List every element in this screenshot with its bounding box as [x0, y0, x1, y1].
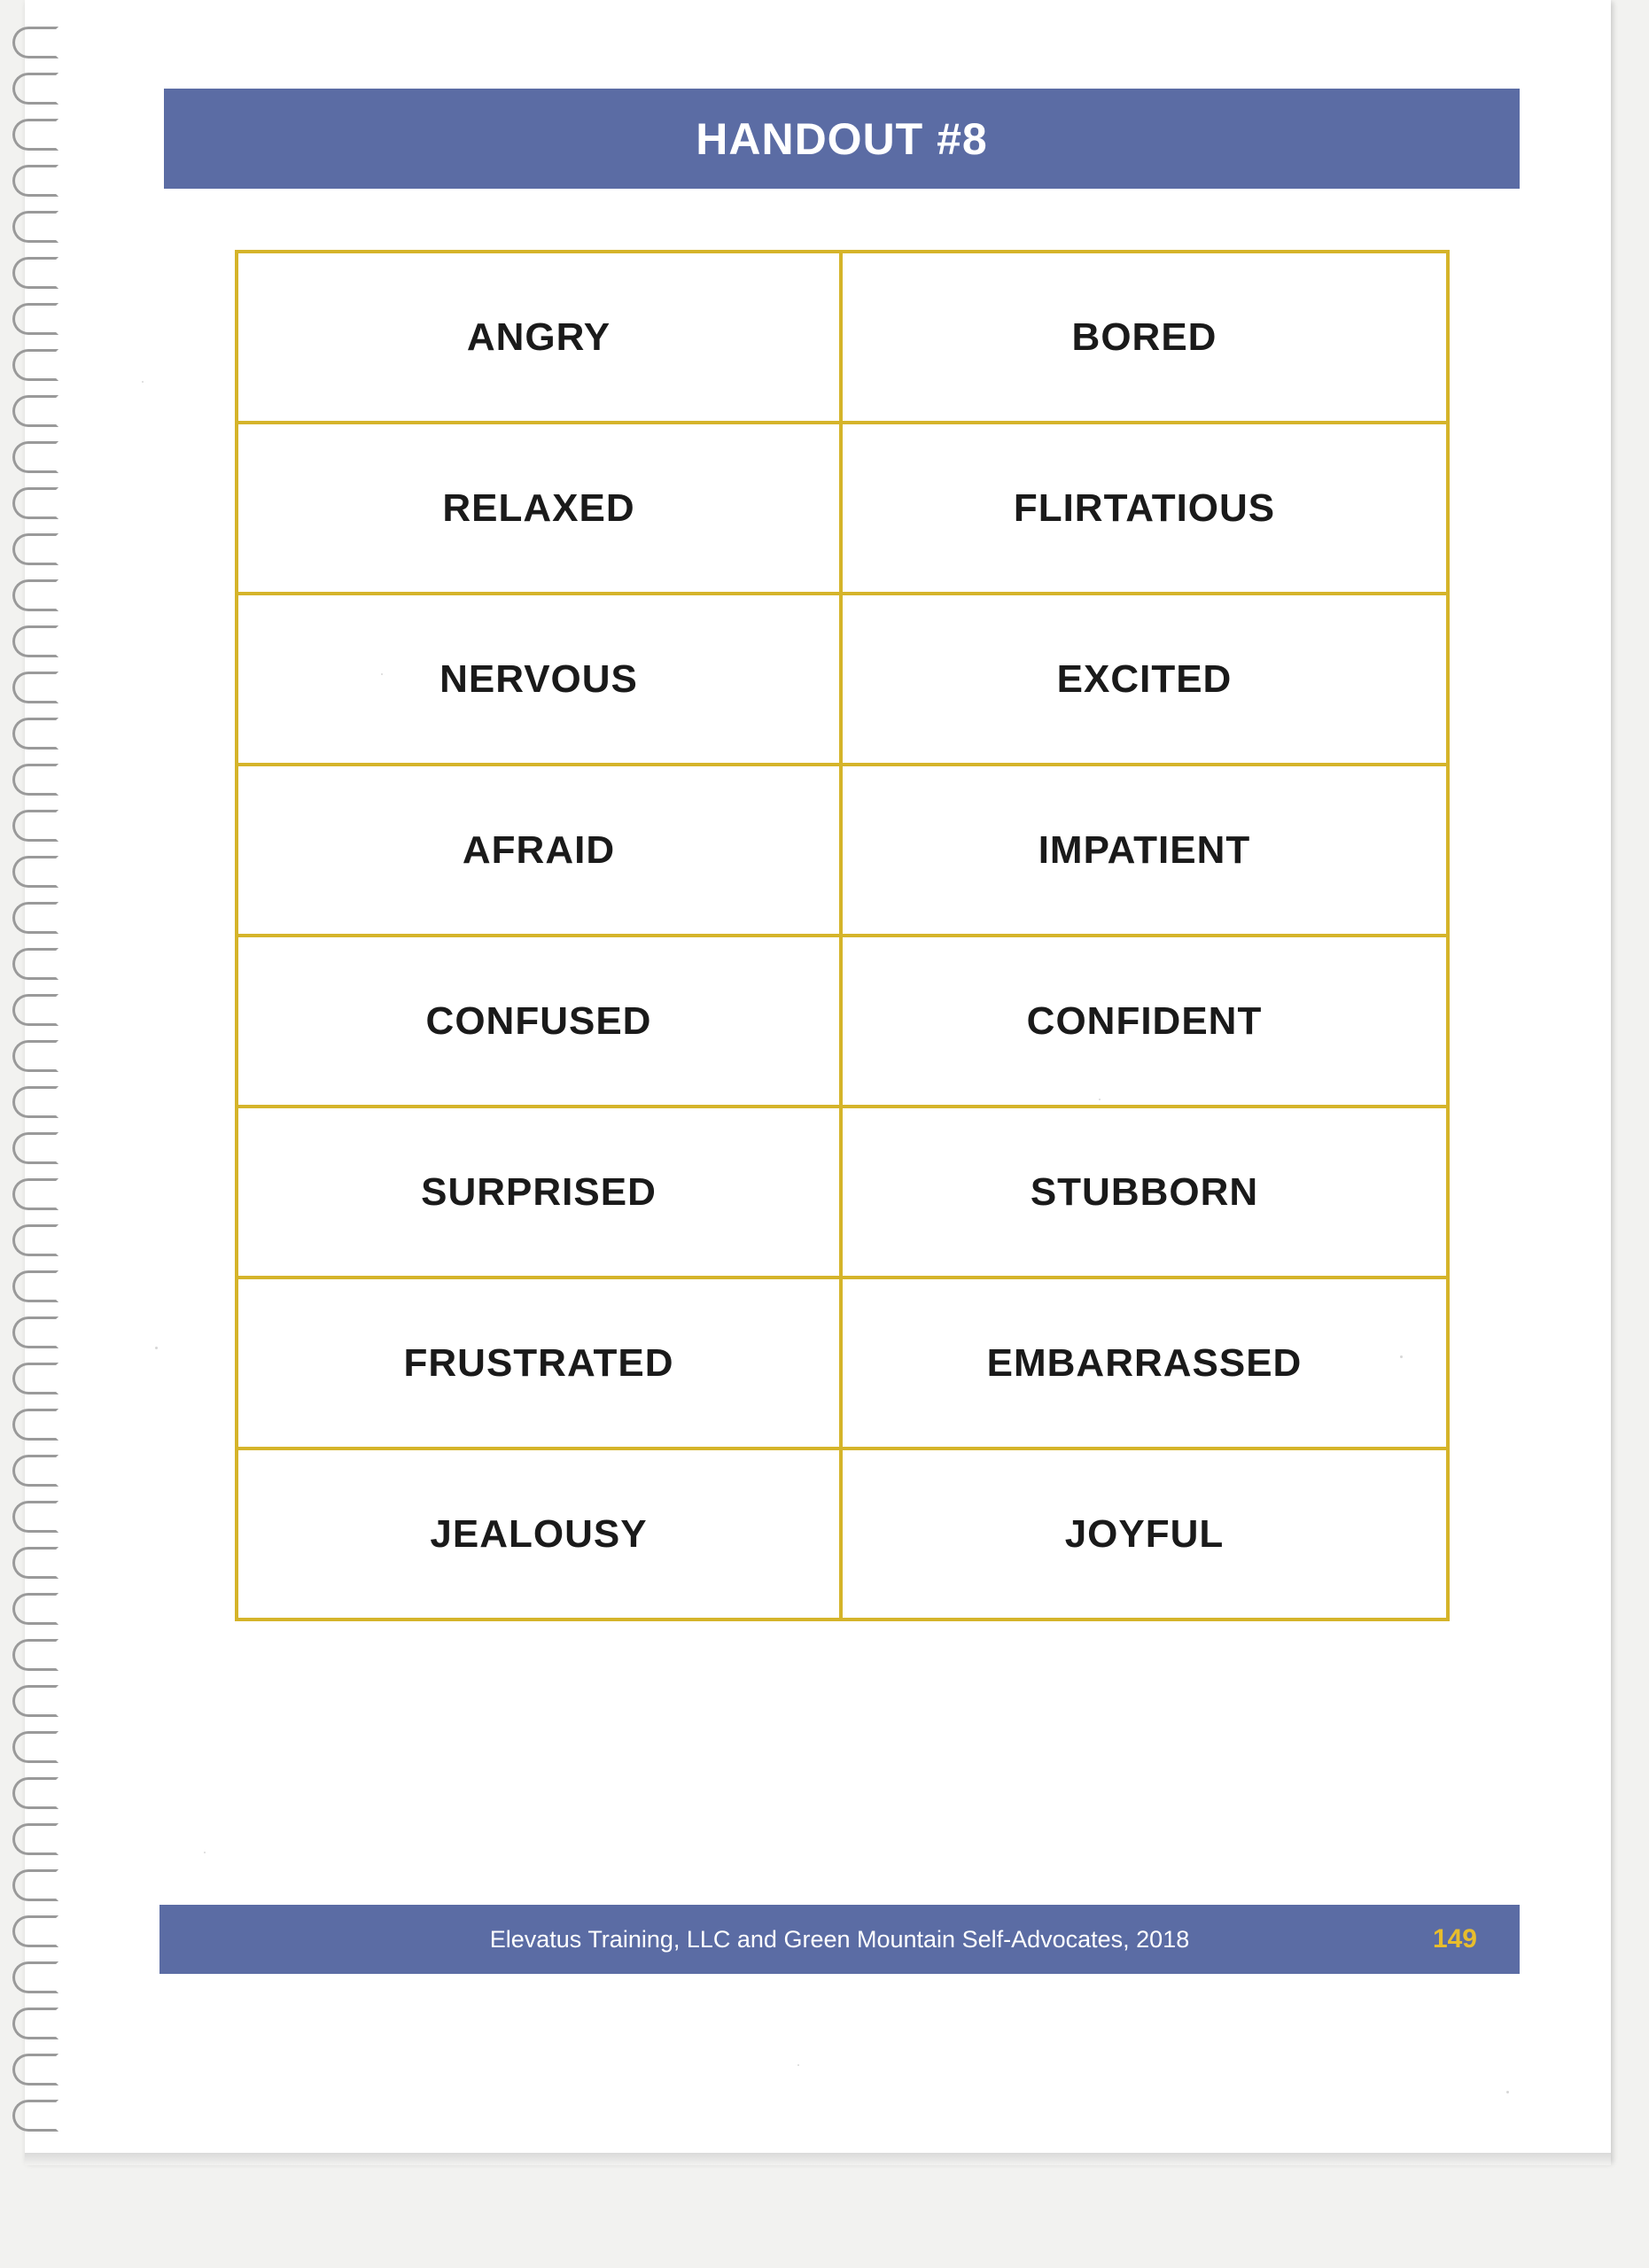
emotion-card: BORED — [841, 252, 1448, 423]
page-title: HANDOUT #8 — [696, 113, 988, 164]
emotion-card: FRUSTRATED — [237, 1278, 841, 1449]
emotion-card: EXCITED — [841, 594, 1448, 765]
spiral-coil — [12, 1593, 58, 1625]
spiral-coil — [12, 165, 58, 197]
page-bottom-edge — [25, 2153, 1611, 2165]
spiral-coil — [12, 1363, 58, 1394]
spiral-binding — [0, 0, 97, 2162]
spiral-coil — [12, 487, 58, 519]
spiral-coil — [12, 902, 58, 934]
footer-credit: Elevatus Training, LLC and Green Mountain Self-Advocates, 2018 — [489, 1925, 1190, 1953]
spiral-coil — [12, 1731, 58, 1763]
spiral-coil — [12, 1224, 58, 1256]
table-row — [237, 936, 1448, 1107]
spiral-coil — [12, 1040, 58, 1072]
spiral-coil — [12, 1869, 58, 1901]
spiral-coil — [12, 579, 58, 611]
emotion-card: NERVOUS — [237, 594, 841, 765]
emotion-card: STUBBORN — [841, 1107, 1448, 1278]
spiral-coil — [12, 2054, 58, 2085]
spiral-coil — [12, 856, 58, 888]
spiral-coil — [12, 764, 58, 796]
scan-speck — [381, 673, 383, 675]
spiral-coil — [12, 119, 58, 151]
spiral-coil — [12, 1501, 58, 1533]
spiral-coil — [12, 1455, 58, 1487]
spiral-coil — [12, 395, 58, 427]
spiral-coil — [12, 1915, 58, 1947]
spiral-coil — [12, 1132, 58, 1164]
spiral-coil — [12, 948, 58, 980]
spiral-coil — [12, 533, 58, 565]
spiral-coil — [12, 303, 58, 335]
spiral-coil — [12, 1178, 58, 1210]
table-row — [237, 594, 1448, 765]
footer-bar — [159, 1905, 1520, 1974]
table-row — [237, 252, 1448, 423]
emotion-card: JOYFUL — [841, 1449, 1448, 1619]
emotion-card: JEALOUSY — [237, 1449, 841, 1619]
spiral-coil — [12, 73, 58, 105]
spiral-coil — [12, 672, 58, 703]
table-row — [237, 765, 1448, 936]
spiral-coil — [12, 2100, 58, 2132]
emotion-card: CONFUSED — [237, 936, 841, 1107]
emotion-card: FLIRTATIOUS — [841, 423, 1448, 594]
spiral-coil — [12, 1823, 58, 1855]
spiral-coil — [12, 1777, 58, 1809]
spiral-coil — [12, 994, 58, 1026]
spiral-coil — [12, 211, 58, 243]
scan-speck — [1099, 1099, 1101, 1100]
table-row — [237, 423, 1448, 594]
spiral-coil — [12, 349, 58, 381]
spiral-coil — [12, 625, 58, 657]
spiral-coil — [12, 2008, 58, 2039]
spiral-coil — [12, 441, 58, 473]
scan-speck — [1400, 1355, 1403, 1358]
spiral-coil — [12, 1961, 58, 1993]
emotion-cards-body — [237, 252, 1448, 1619]
spiral-coil — [12, 1639, 58, 1671]
spiral-coil — [12, 1685, 58, 1717]
handout-header-bar — [164, 89, 1520, 189]
scan-speck — [1506, 2091, 1509, 2093]
emotion-card: CONFIDENT — [841, 936, 1448, 1107]
emotion-card: IMPATIENT — [841, 765, 1448, 936]
table-row — [237, 1107, 1448, 1278]
spiral-coil — [12, 718, 58, 750]
emotion-card: AFRAID — [237, 765, 841, 936]
scan-speck — [142, 381, 144, 383]
page-number: 149 — [1432, 1924, 1477, 1953]
emotion-card: ANGRY — [237, 252, 841, 423]
scan-speck — [797, 2064, 799, 2066]
spiral-coil — [12, 1409, 58, 1441]
spiral-coil — [12, 1317, 58, 1348]
spiral-coil — [12, 257, 58, 289]
scan-speck — [204, 1852, 206, 1853]
spiral-coil — [12, 1270, 58, 1302]
emotion-card: RELAXED — [237, 423, 841, 594]
spiral-coil — [12, 27, 58, 58]
spiral-coil — [12, 1086, 58, 1118]
emotion-cards-table — [235, 250, 1450, 1621]
scan-speck — [155, 1347, 158, 1349]
emotion-card: SURPRISED — [237, 1107, 841, 1278]
spiral-coil — [12, 1547, 58, 1579]
table-row — [237, 1449, 1448, 1619]
table-row — [237, 1278, 1448, 1449]
spiral-coil — [12, 810, 58, 842]
emotion-card: EMBARRASSED — [841, 1278, 1448, 1449]
